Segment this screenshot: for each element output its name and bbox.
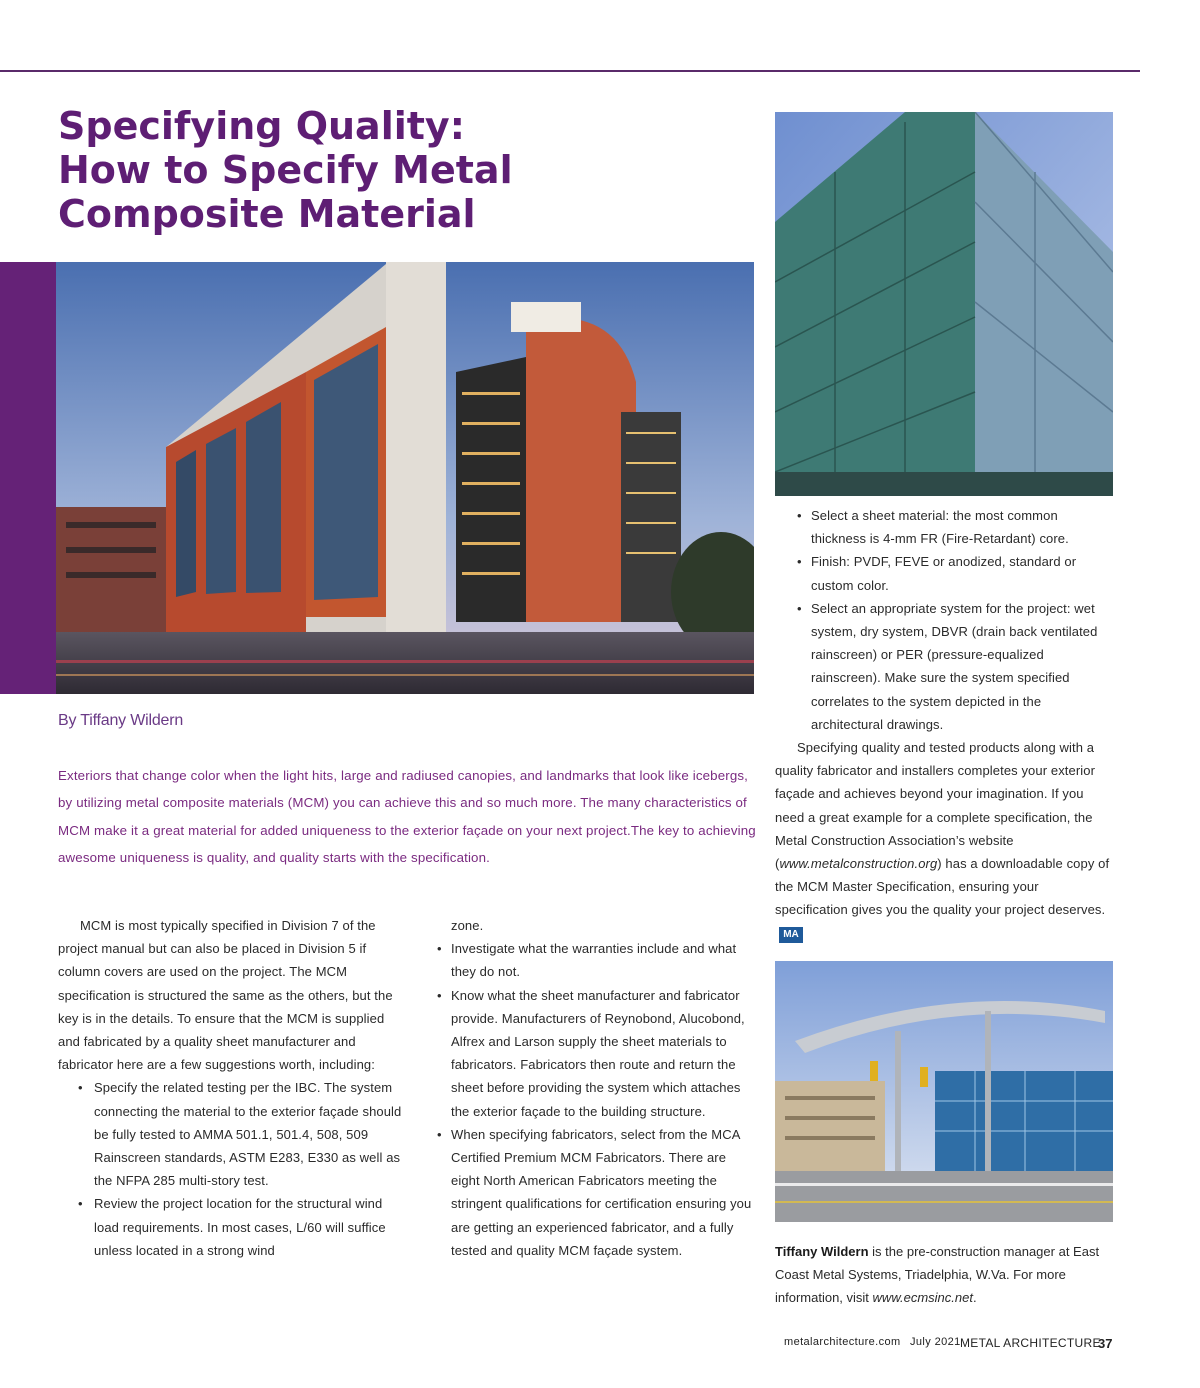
canopy-building-photo [775, 961, 1113, 1222]
title-line: Composite Material [58, 192, 476, 236]
title-line: How to Specify Metal [58, 148, 513, 192]
intro-paragraph: Exteriors that change color when the light hits, large and radiused canopies, and landmarks that look like icebergs, by utilizing metal composite materials (MCM) you can achieve this and so much more. The many characteristics of MCM make it a great material for added uniqueness to the exterior façade on your next project.The key to achieving awesome uniqueness is quality, and quality starts with the specification. [58, 768, 756, 865]
bullet-item: • Review the project location for the structural wind load requirements. In most cases, L/60 will suffice unless located in a strong wind [58, 1192, 404, 1262]
body-column-2 [436, 914, 754, 1262]
footer-magazine: METAL ARCHITECTURE [960, 1336, 1101, 1350]
body-column-3 [775, 504, 1115, 945]
metal-architecture-logo-icon: MA [779, 927, 803, 943]
title-line: Specifying Quality: [58, 104, 465, 148]
bullet-list [436, 937, 754, 1262]
bio-end: . [972, 1290, 977, 1306]
bullet-list [775, 504, 1115, 736]
bullet-item: • Specify the related testing per the IBC. The system connecting the material to the exterior façade should be fully tested to AMMA 501.1, 501.4, 508, 509 Rainscreen standards, ASTM E283, E330 as well as the NFPA 285 multi-story test. [58, 1076, 404, 1192]
author-name: Tiffany Wildern [775, 1244, 869, 1259]
closing-text: Specifying quality and tested products along with a quality fabricator and installers completes your exterior façade and achieves beyond your imagination. If you need a great example for a complete specification, the Metal Construction Association’s website ( [775, 740, 1096, 872]
building-exterior-photo [56, 262, 754, 694]
footer-date: July 2021 [910, 1336, 961, 1348]
continuation-text: zone. [451, 918, 484, 933]
mca-website-link[interactable]: www.metalconstruction.org [779, 856, 938, 872]
bullet-item: • Finish: PVDF, FEVE or anodized, standard or custom color. [775, 550, 1115, 596]
author-bio [775, 1240, 1120, 1310]
bullet-list [58, 1076, 404, 1262]
bullet-item: • Know what the sheet manufacturer and fabricator provide. Manufacturers of Reynobond, Alucobond, Alfrex and Larson supply the sheet materials to fabricators. Fabricators then route and return the sheet before providing the system which attaches the exterior façade to the building structure. [436, 984, 754, 1123]
bullet-item: • When specifying fabricators, select from the MCA Certified Premium MCM Fabricators. There are eight North American Fabricators meeting the stringent qualifications for certification ensuring you are getting an experienced fabricator, and a fully tested and quality MCM façade system. [436, 1123, 754, 1262]
body-paragraph: MCM is most typically specified in Division 7 of the project manual but can also be placed in Division 5 if column covers are used on the project. The MCM specification is structured the same as the others, but the key is in the details. To ensure that the MCM is supplied and fabricated by a quality sheet manufacturer and fabricator here are a few suggestions worth, including: [58, 918, 393, 1073]
green-panel-tower-photo [775, 112, 1113, 496]
byline: By Tiffany Wildern [58, 712, 184, 729]
closing-text: ) has a downloadable copy of the MCM Master Specification, ensuring your specification gives you the quality your project deserves. [775, 856, 1110, 918]
bullet-item: • Investigate what the warranties include and what they do not. [436, 937, 754, 983]
closing-paragraph [775, 736, 1115, 945]
bullet-item: • Select a sheet material: the most common thickness is 4-mm FR (Fire-Retardant) core. [775, 504, 1115, 550]
bio-text: is the pre-construction manager at East Coast Metal Systems, Triadelphia, W.Va. For more information, visit [775, 1244, 1100, 1306]
accent-side-bar [0, 262, 56, 694]
top-rule [0, 70, 1140, 72]
ecms-website-link[interactable]: www.ecmsinc.net [872, 1290, 973, 1306]
bullet-item: • Select an appropriate system for the project: wet system, dry system, DBVR (drain back ventilated rainscreen) or PER (pressure-equalized rainscreen). Make sure the system specified correlates to the system depicted in the architectural drawings. [775, 597, 1115, 736]
page-number: 37 [1098, 1336, 1113, 1351]
body-column-1 [58, 914, 404, 1262]
article-title [58, 104, 718, 236]
footer-website[interactable]: metalarchitecture.com [784, 1336, 901, 1348]
page-footer [784, 1336, 1114, 1354]
